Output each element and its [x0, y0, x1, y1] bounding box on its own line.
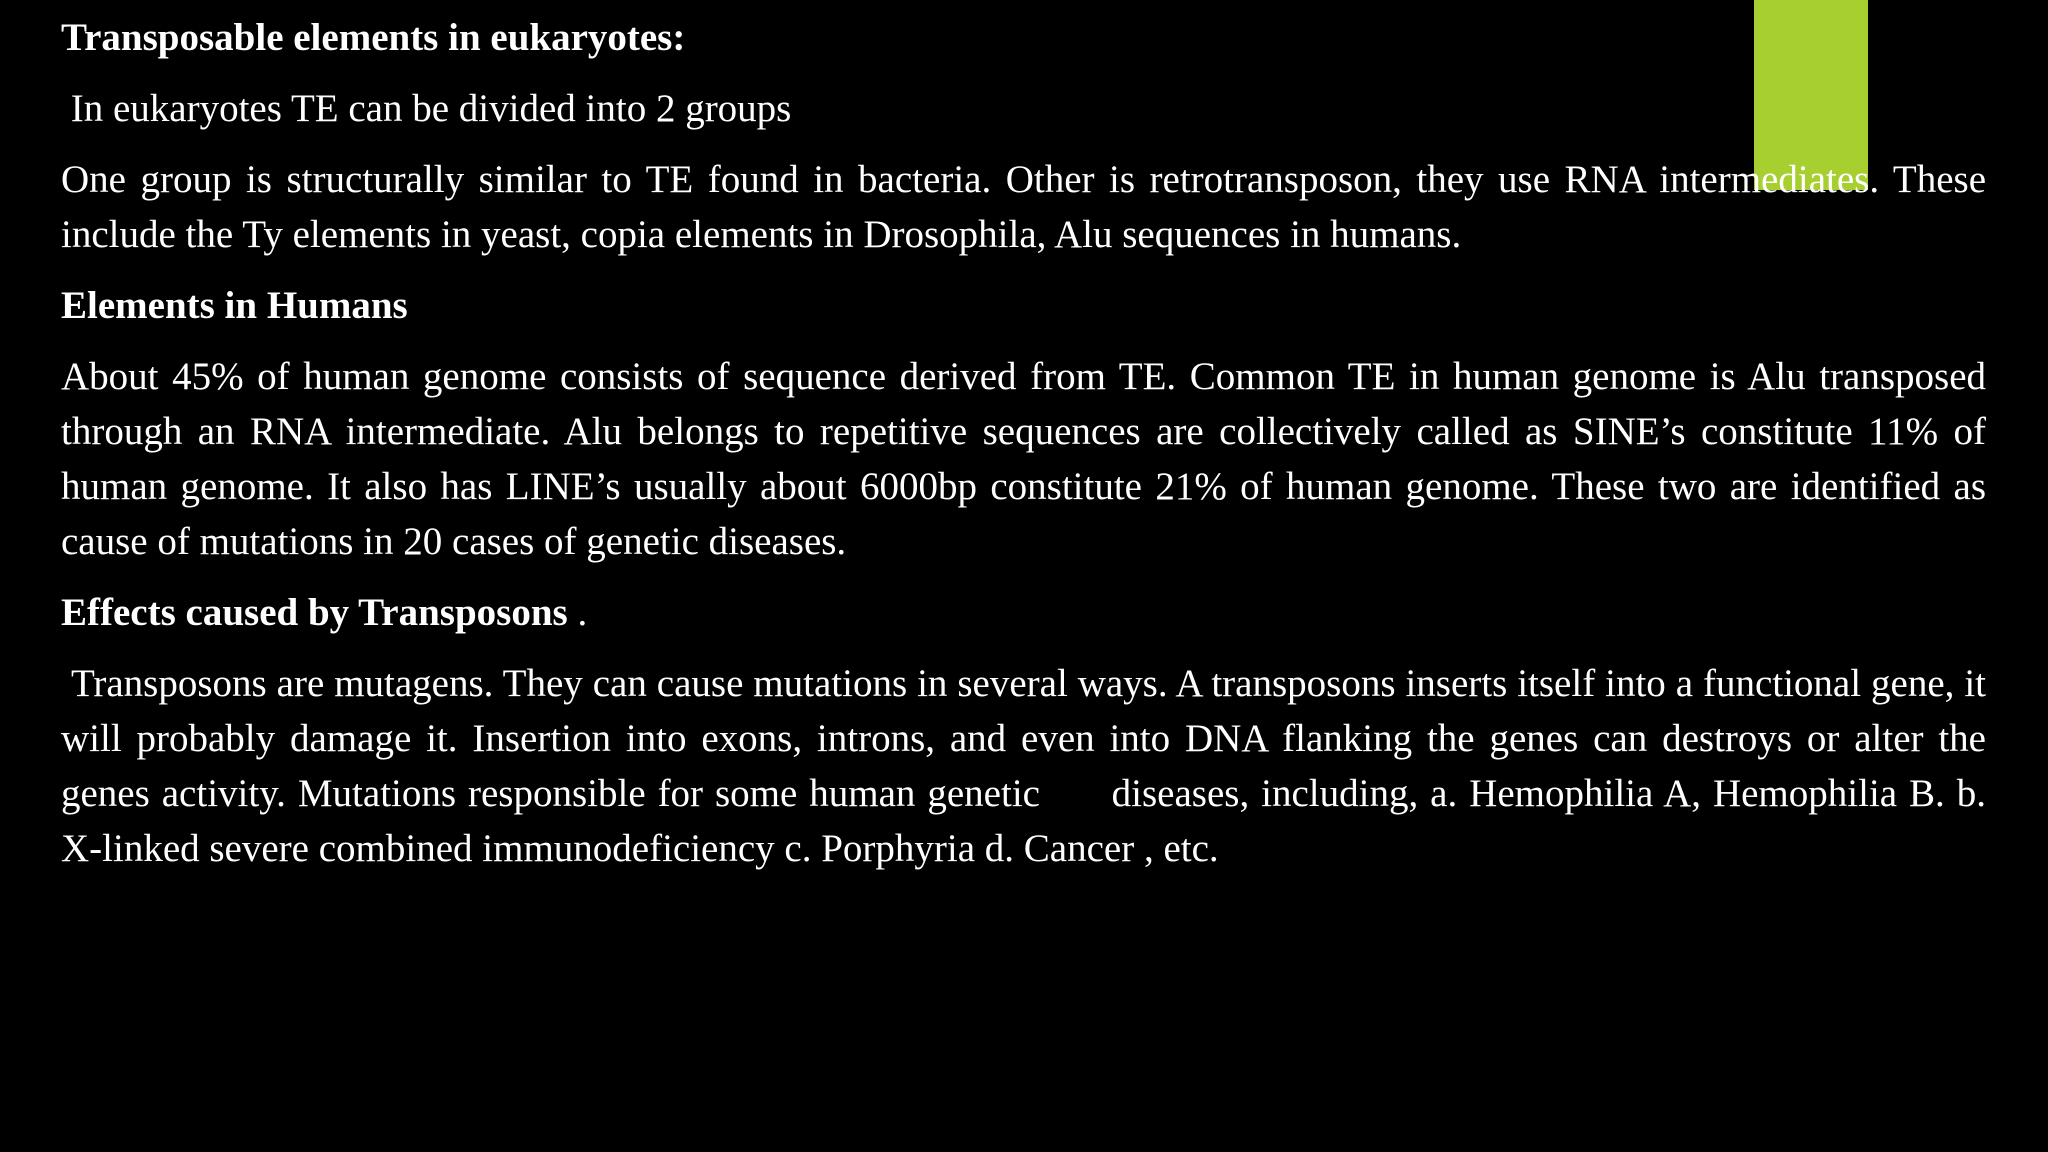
slide-content — [61, 10, 1996, 892]
heading-effects-line — [61, 585, 1986, 640]
paragraph-eukaryote-groups: In eukaryotes TE can be divided into 2 groups — [61, 87, 792, 130]
heading-elements-in-humans: Elements in Humans — [61, 284, 408, 327]
heading-effects-suffix: . — [567, 591, 588, 634]
heading-effects-transposons: Effects caused by Transposons — [61, 591, 568, 634]
paragraph-group-types: One group is structurally similar to TE found in bacteria. Other is retrotransposon, they use RNA intermediates. These include the Ty elements in yeast, copia elements in Drosophila, Alu sequences in humans. — [61, 158, 1986, 256]
heading-transposable-elements: Transposable elements in eukaryotes: — [61, 16, 686, 59]
paragraph-human-genome: About 45% of human genome consists of sequence derived from TE. Common TE in human genome is Alu transposed through an RNA intermediate. Alu belongs to repetitive sequences are collectively called as SINE’s constitute 11% of human genome. It also has LINE’s usually about 6000bp constitute 21% of human genome. These two are identified as cause of mutations in 20 cases of genetic diseases. — [61, 355, 1986, 563]
paragraph-transposon-effects: Transposons are mutagens. They can cause mutations in several ways. A transposons inserts itself into a functional gene, it will probably damage it. Insertion into exons, introns, and even into DNA flanking the genes can destroys or alter the genes activity. Mutations responsible for some human genetic diseases, including, a. Hemophilia A, Hemophilia B. b. X-linked severe combined immunodeficiency c. Porphyria d. Cancer , etc. — [61, 662, 1996, 870]
